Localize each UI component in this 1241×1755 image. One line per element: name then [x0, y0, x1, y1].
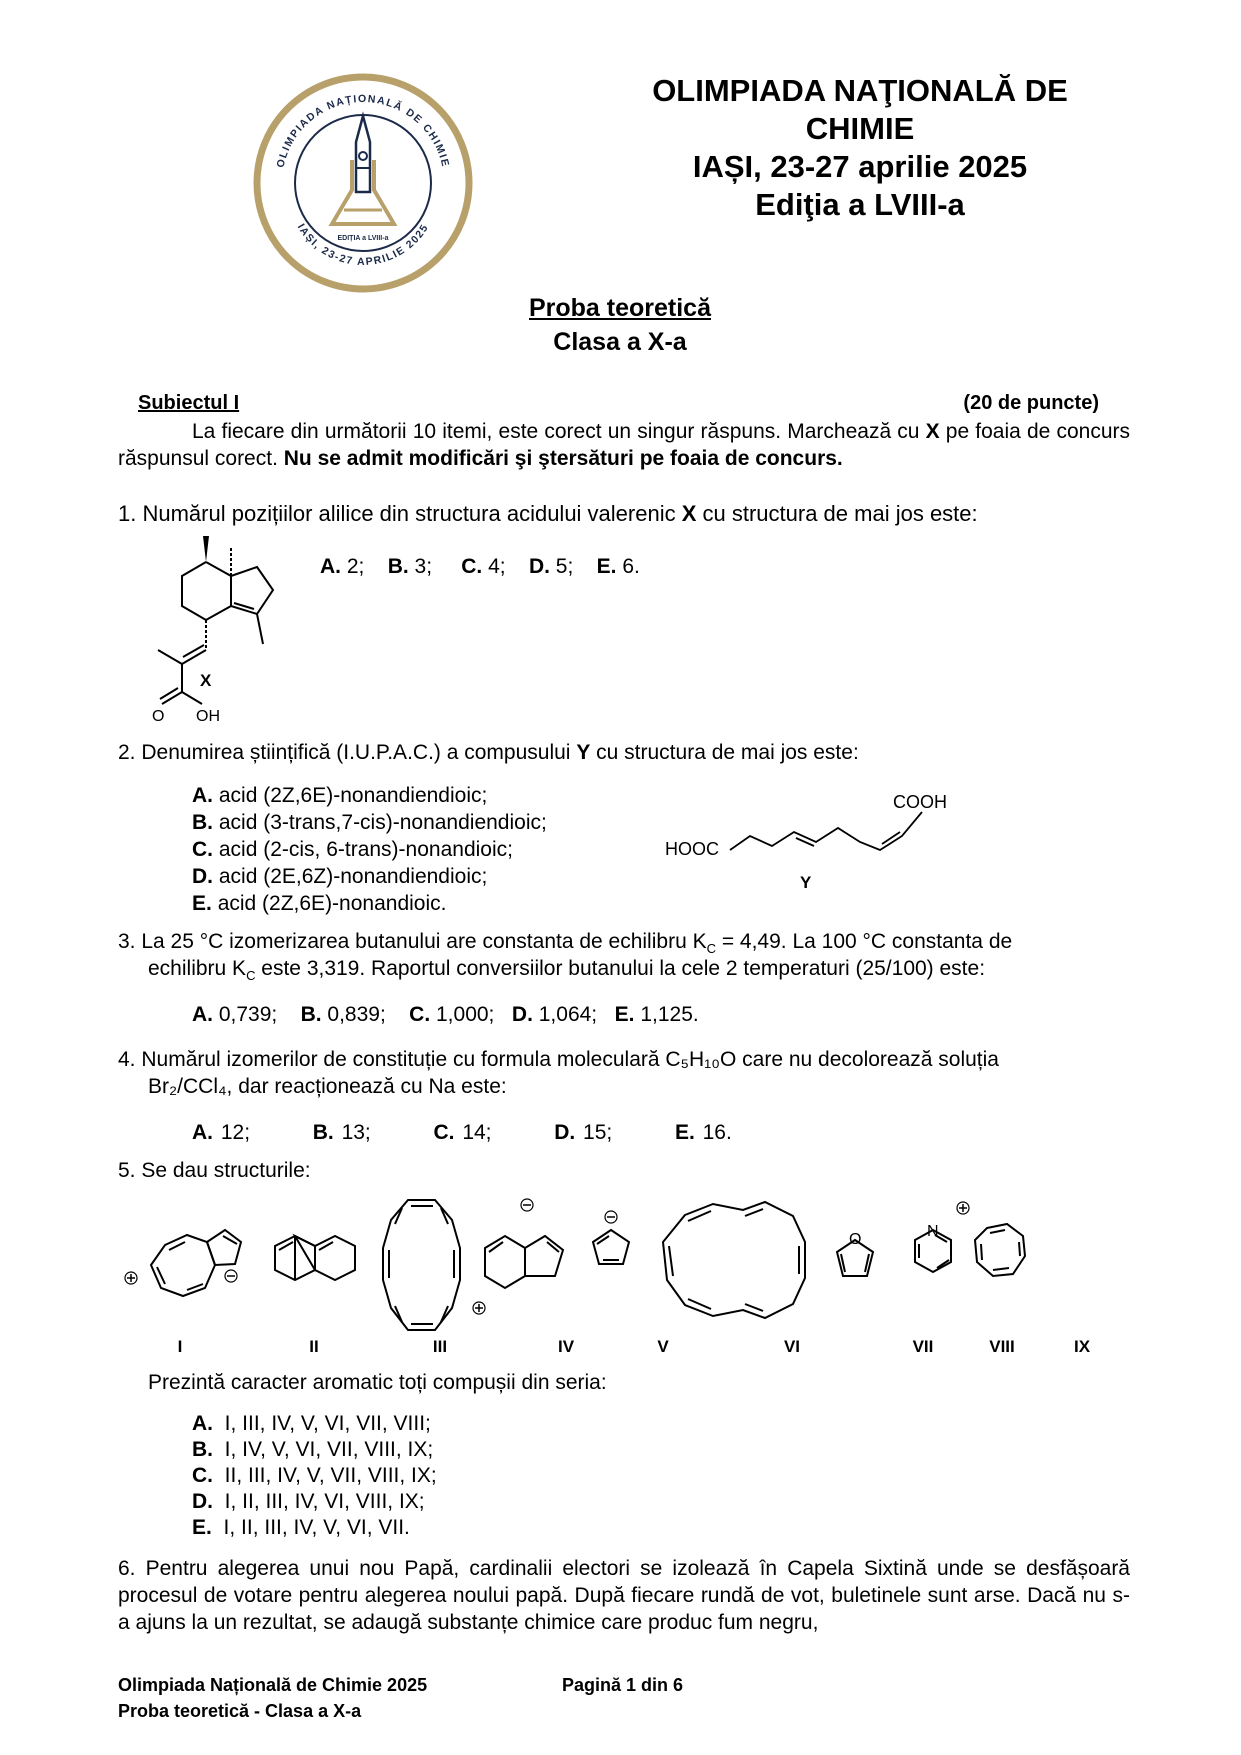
q2-option-c: C. acid (2-cis, 6-trans)-nonandioic; [192, 838, 513, 861]
svg-text:IAȘI, 23-27 APRILIE 2025 [295, 222, 431, 268]
q5-option-d: D. I, II, III, IV, VI, VIII, IX; [192, 1490, 425, 1513]
subject-name: Subiectul I [138, 392, 240, 414]
q5-option-c: C. II, III, IV, V, VII, VIII, IX; [192, 1464, 437, 1487]
label-iv: IV [557, 1337, 575, 1356]
q2-option-a: A. acid (2Z,6E)-nonandiendioic; [192, 784, 488, 807]
logo-bottom-text: IAȘI, 23-27 APRILIE 2025 [294, 221, 432, 269]
structure-x-label: X [200, 671, 212, 690]
question-4: 4. Numărul izomerilor de constituție cu formula moleculară C₅H₁₀O care nu decolorează soluția [118, 1048, 999, 1071]
structure-y [660, 788, 980, 898]
question-4-line2: Br₂/CCl₄, dar reacționează cu Na este: [148, 1075, 507, 1098]
structure-x-o: O [152, 708, 165, 725]
logo-inner-text: EDIȚIA a LVIII-a [337, 235, 389, 242]
subject-heading [138, 392, 1107, 418]
subject-intro: La fiecare din următorii 10 itemi, este corect un singur răspuns. Marchează cu X pe foaia de concurs răspunsul corect. Nu se admit modificări şi ştersături pe foaia de concurs. [118, 420, 1131, 470]
question-2: 2. Denumirea științifică (I.U.P.A.C.) a compusului Y cu structura de mai jos este: [118, 741, 859, 764]
header-line1: OLIMPIADA NAŢIONALĂ DE [652, 73, 1068, 108]
exam-title: Proba teoretică [528, 294, 711, 322]
footer-left-2: Proba teoretică - Clasa a X-a [118, 1701, 362, 1721]
q5-option-a: A. I, III, IV, V, VI, VII, VIII; [192, 1412, 431, 1435]
structure-x-oh: OH [196, 708, 220, 725]
label-vii: VII [912, 1337, 934, 1356]
question-5: 5. Se dau structurile: [118, 1159, 311, 1182]
structure-iv [473, 1199, 563, 1314]
label-iii: III [432, 1337, 448, 1356]
q1-option-d: D. 5; [528, 555, 574, 578]
footer-left-1: Olimpiada Națională de Chimie 2025 [118, 1675, 428, 1695]
q5-option-e: E. I, II, III, IV, V, VI, VII. [192, 1516, 410, 1539]
question-3-options: A. 0,739; B. 0,839; C. 1,000; D. 1,064; E. 1,125. [192, 1003, 699, 1026]
furan-o: O [849, 1231, 862, 1248]
question-6: 6. Pentru alegerea unui nou Papă, cardinalii electori se izolează în Capela Sixtină unde se desfășoară procesul de votare pentru alegerea noului papă. După fiecare rundă de vot, buletinele sunt arse. Dacă nu s-a ajuns la un rezultat, se adaugă substanțe chimice care produc fum negru, [118, 1557, 1130, 1634]
structure-ix [957, 1202, 1025, 1276]
header-line2: CHIMIE [805, 111, 915, 146]
structure-x [130, 532, 310, 732]
question-1-options [320, 553, 640, 580]
label-v: V [657, 1337, 669, 1356]
header-line4: Ediţia a LVIII-a [755, 187, 965, 222]
structure-y-label: Y [800, 873, 812, 892]
q1-option-b: B. 3; [387, 555, 433, 578]
structure-v [593, 1211, 629, 1264]
q1-option-c: C. 4; [461, 555, 506, 578]
q2-option-e: E. acid (2Z,6E)-nonandioic. [192, 892, 447, 915]
question-3-line2: echilibru $K_C$ este 3,319. Raportul conversiilor butanului la cele 2 temperaturi (25/100) este: [148, 957, 986, 984]
q2-option-b: B. acid (3-trans,7-cis)-nonandiendioic; [192, 811, 547, 834]
structure-ii [275, 1236, 355, 1280]
question-4-options: A. 12; B. 13; C. 14; D. 15; E. 16. [192, 1121, 732, 1144]
q1-option-a: A. 2; [320, 555, 365, 578]
structure-y-hooc: HOOC [665, 839, 719, 859]
label-vi: VI [783, 1337, 801, 1356]
q1-option-e: E. 6. [596, 555, 640, 578]
structure-i [125, 1230, 241, 1296]
logo-ring-text: OLIMPIADA NAȚIONALĂ DE CHIMIE [274, 92, 452, 169]
subject-points: (20 de puncte) [963, 392, 1099, 414]
label-i: I [177, 1337, 183, 1356]
exam-class: Clasa a X-a [553, 328, 687, 356]
question-1: 1. Numărul pozițiilor alilice din structura acidului valerenic X cu structura de mai jos este: [118, 501, 978, 526]
q2-option-d: D. acid (2E,6Z)-nonandiendioic; [192, 865, 488, 888]
aromatic-structures [115, 1180, 1135, 1350]
header-line3: IAȘI, 23-27 aprilie 2025 [692, 149, 1028, 184]
label-viii: VIII [989, 1337, 1015, 1356]
footer-page: Pagină 1 din 6 [562, 1675, 684, 1695]
label-ix: IX [1073, 1337, 1091, 1356]
question-5-prompt: Prezintă caracter aromatic toți compușii din seria: [148, 1371, 607, 1394]
label-ii: II [309, 1337, 319, 1356]
structure-y-cooh: COOH [893, 792, 947, 812]
structure-iii [383, 1200, 460, 1330]
structure-vi [663, 1202, 805, 1318]
olympiad-logo [252, 72, 474, 294]
q5-option-b: B. I, IV, V, VI, VII, VIII, IX; [192, 1438, 434, 1461]
question-3: 3. La 25 °C izomerizarea butanului are constanta de echilibru $K_C = 4,49$. La 100 °C constanta de [118, 930, 1013, 957]
pyridine-n: N [927, 1223, 939, 1240]
